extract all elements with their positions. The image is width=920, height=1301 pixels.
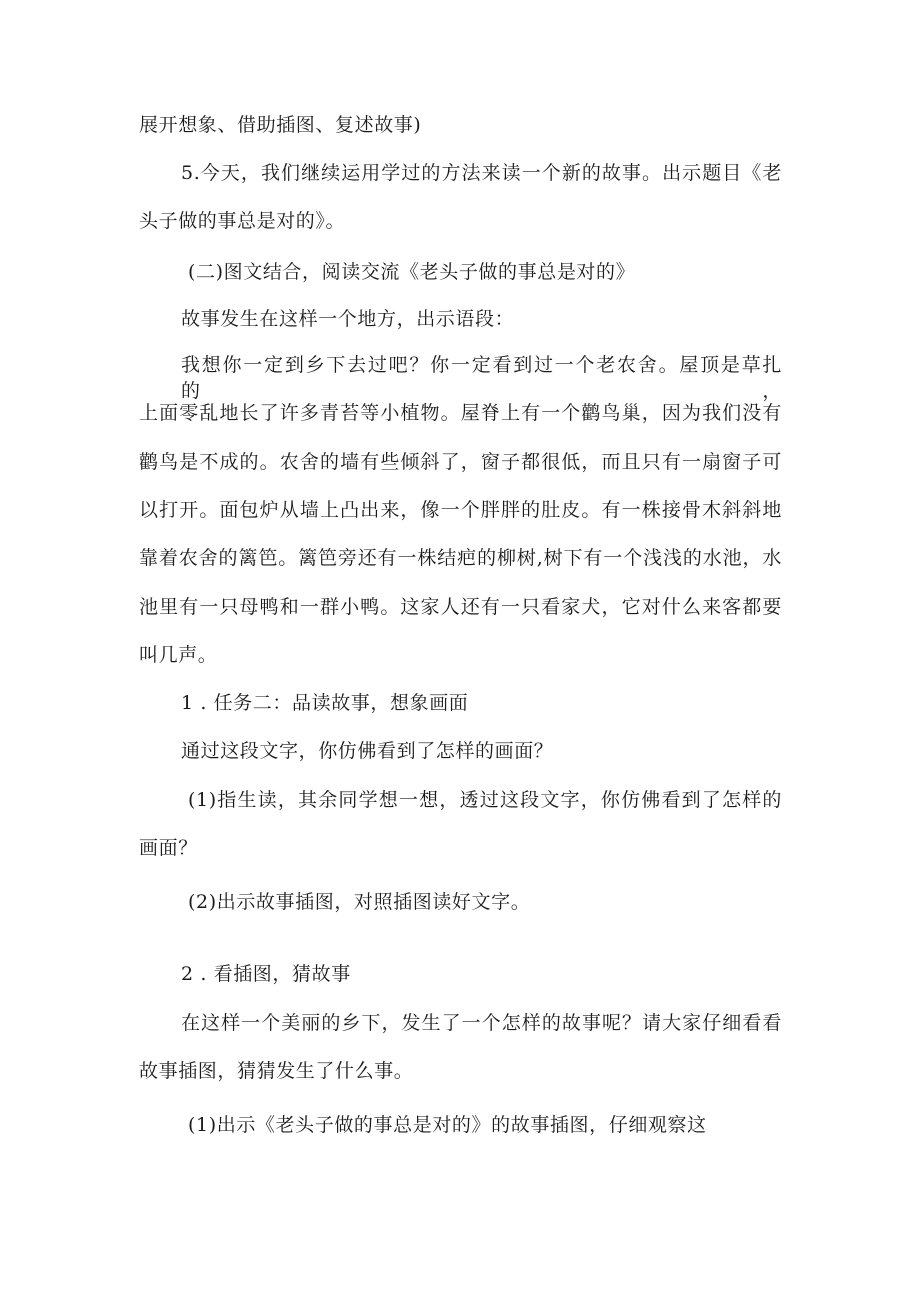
text-line-16: 画面？	[139, 837, 198, 859]
text-line-17: (2)出示故事插图，对照插图读好文字。	[188, 891, 531, 913]
text-line-3: 头子做的事总是对的》。	[139, 210, 346, 232]
text-line-1: 展开想象、借助插图、复述故事)	[139, 114, 422, 136]
quote-line-4: 以打开。面包炉从墙上凸出来，像一个胖胖的肚皮。有一株接骨木斜斜地	[139, 499, 782, 521]
quote-line-7: 叫几声。	[139, 644, 218, 666]
text-line-21: (1)出示《老头子做的事总是对的》的故事插图，仔细观察这	[188, 1114, 707, 1136]
quote-line-6: 池里有一只母鸭和一群小鸭。这家人还有一只看家犬，它对什么来客都要	[139, 596, 782, 618]
quote-line-3: 鹳鸟是不成的。农舍的墙有些倾斜了，窗子都很低，而且只有一扇窗子可	[139, 451, 782, 473]
text-line-14: 通过这段文字，你仿佛看到了怎样的画面？	[181, 740, 554, 762]
task-heading-1: 1 . 任务二：品读故事，想象画面	[181, 692, 469, 714]
text-line-5: 故事发生在这样一个地方，出示语段：	[181, 308, 515, 330]
quote-line-5: 靠着农舍的篱笆。篱笆旁还有一株结疤的柳树,树下有一个浅浅的水池，水	[139, 547, 782, 569]
text-line-15: (1)指生读，其余同学想一想，透过这段文字，你仿佛看到了怎样的	[188, 789, 782, 811]
section-heading-2: (二)图文结合，阅读交流《老头子做的事总是对的》	[188, 261, 636, 283]
text-line-20: 故事插图，猜猜发生了什么事。	[139, 1060, 414, 1082]
text-line-19: 在这样一个美丽的乡下，发生了一个怎样的故事呢？请大家仔细看看	[181, 1012, 782, 1034]
text-line-2: 5.今天，我们继续运用学过的方法来读一个新的故事。出示题目《老	[181, 162, 782, 184]
quote-line-1: 我想你一定到乡下去过吧？你一定看到过一个老农舍。屋顶是草扎的，	[181, 354, 782, 402]
task-heading-2: 2 . 看插图，猜故事	[181, 963, 351, 985]
quote-line-2: 上面零乱地长了许多青苔等小植物。屋脊上有一个鹳鸟巢，因为我们没有	[139, 402, 782, 424]
